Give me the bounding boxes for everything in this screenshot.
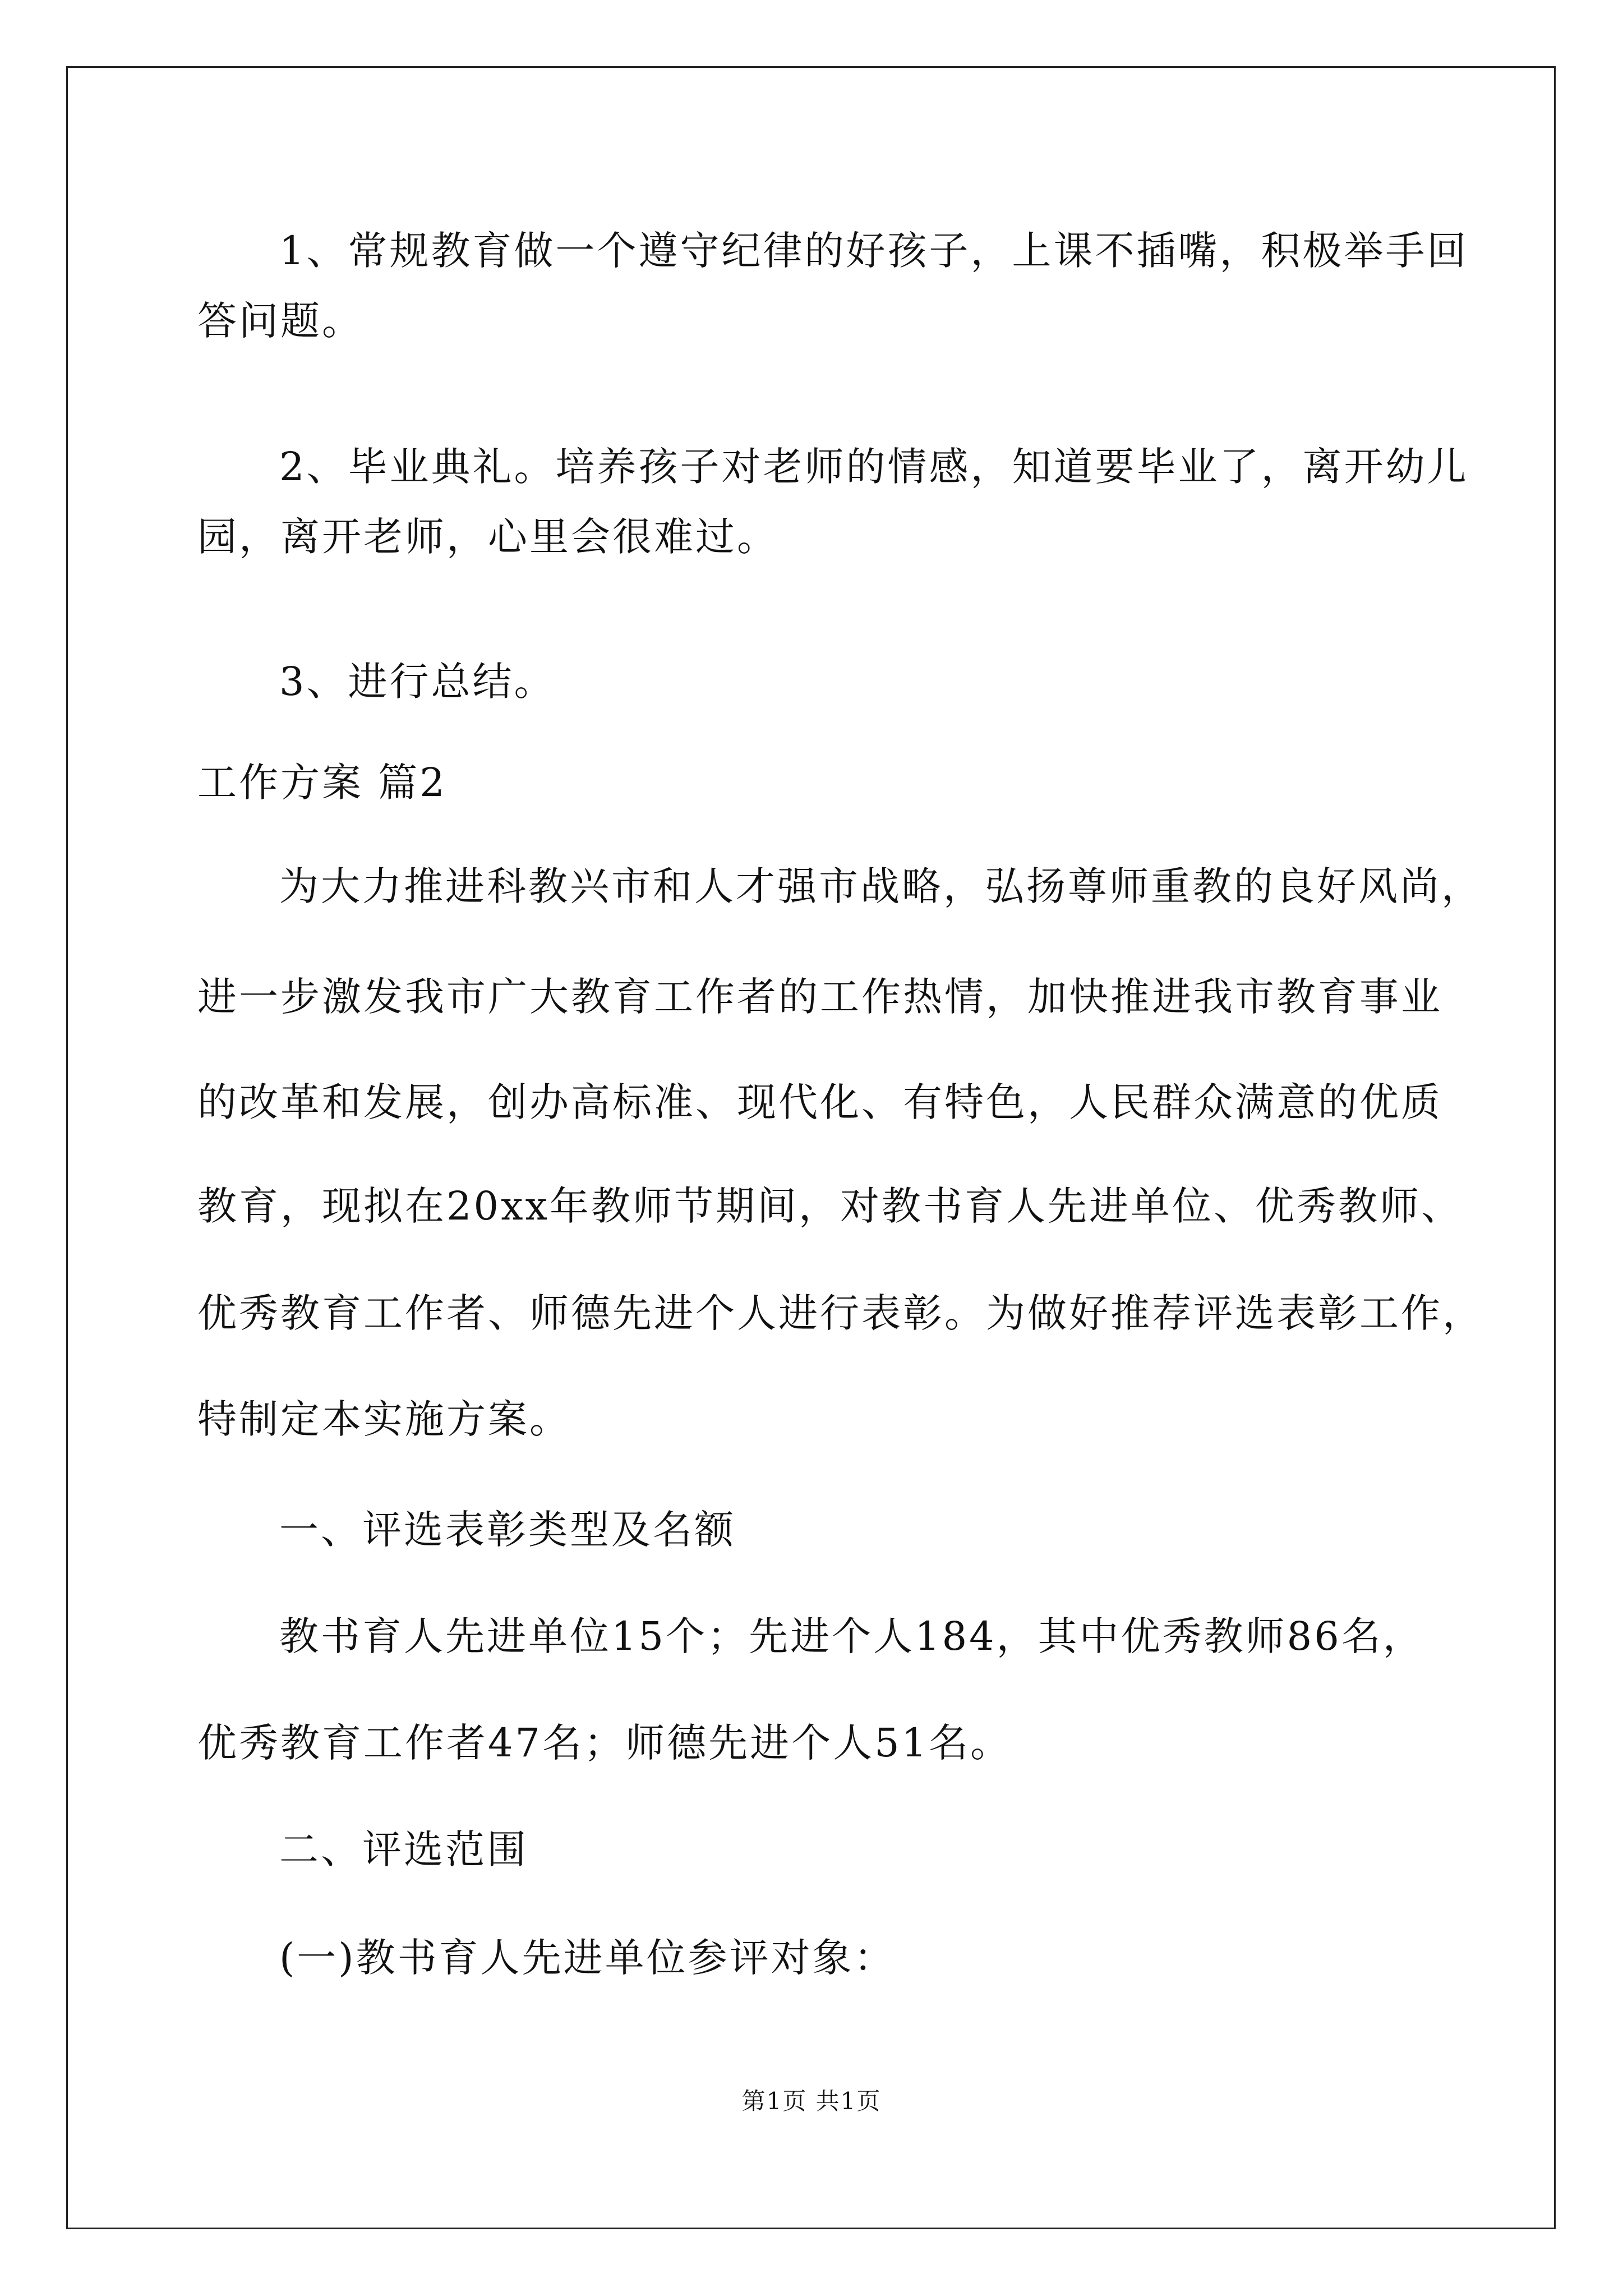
subsection-heading: 二、评选范围	[279, 1826, 528, 1872]
subsection-heading: 一、评选表彰类型及名额	[279, 1507, 736, 1553]
paragraph-line: 教育，现拟在20xx年教师节期间，对教书育人先进单位、优秀教师、	[197, 1183, 1463, 1229]
paragraph-line: 优秀教育工作者47名；师德先进个人51名。	[197, 1720, 1012, 1766]
paragraph-line: 的改革和发展，创办高标准、现代化、有特色，人民群众满意的优质	[197, 1079, 1442, 1125]
page-border	[66, 66, 1556, 2229]
paragraph-line: 进一步激发我市广大教育工作者的工作热情，加快推进我市教育事业	[197, 974, 1442, 1020]
paragraph-line: (一)教书育人先进单位参评对象：	[279, 1935, 896, 1981]
paragraph-line: 为大力推进科教兴市和人才强市战略，弘扬尊师重教的良好风尚，	[279, 863, 1483, 909]
page-footer: 第1页 共1页	[741, 2087, 882, 2115]
paragraph-line: 教书育人先进单位15个；先进个人184，其中优秀教师86名，	[279, 1613, 1424, 1659]
paragraph-line: 答问题。	[197, 298, 363, 344]
paragraph-line: 2、毕业典礼。培养孩子对老师的情感，知道要毕业了，离开幼儿	[279, 444, 1469, 490]
paragraph-line: 特制定本实施方案。	[197, 1396, 571, 1442]
paragraph-line: 1、常规教育做一个遵守纪律的好孩子，上课不插嘴，积极举手回	[279, 228, 1469, 274]
paragraph-line: 园，离开老师，心里会很难过。	[197, 514, 778, 560]
section-heading: 工作方案 篇2	[197, 760, 447, 806]
paragraph-line: 优秀教育工作者、师德先进个人进行表彰。为做好推荐评选表彰工作，	[197, 1290, 1484, 1336]
paragraph-line: 3、进行总结。	[279, 659, 556, 705]
